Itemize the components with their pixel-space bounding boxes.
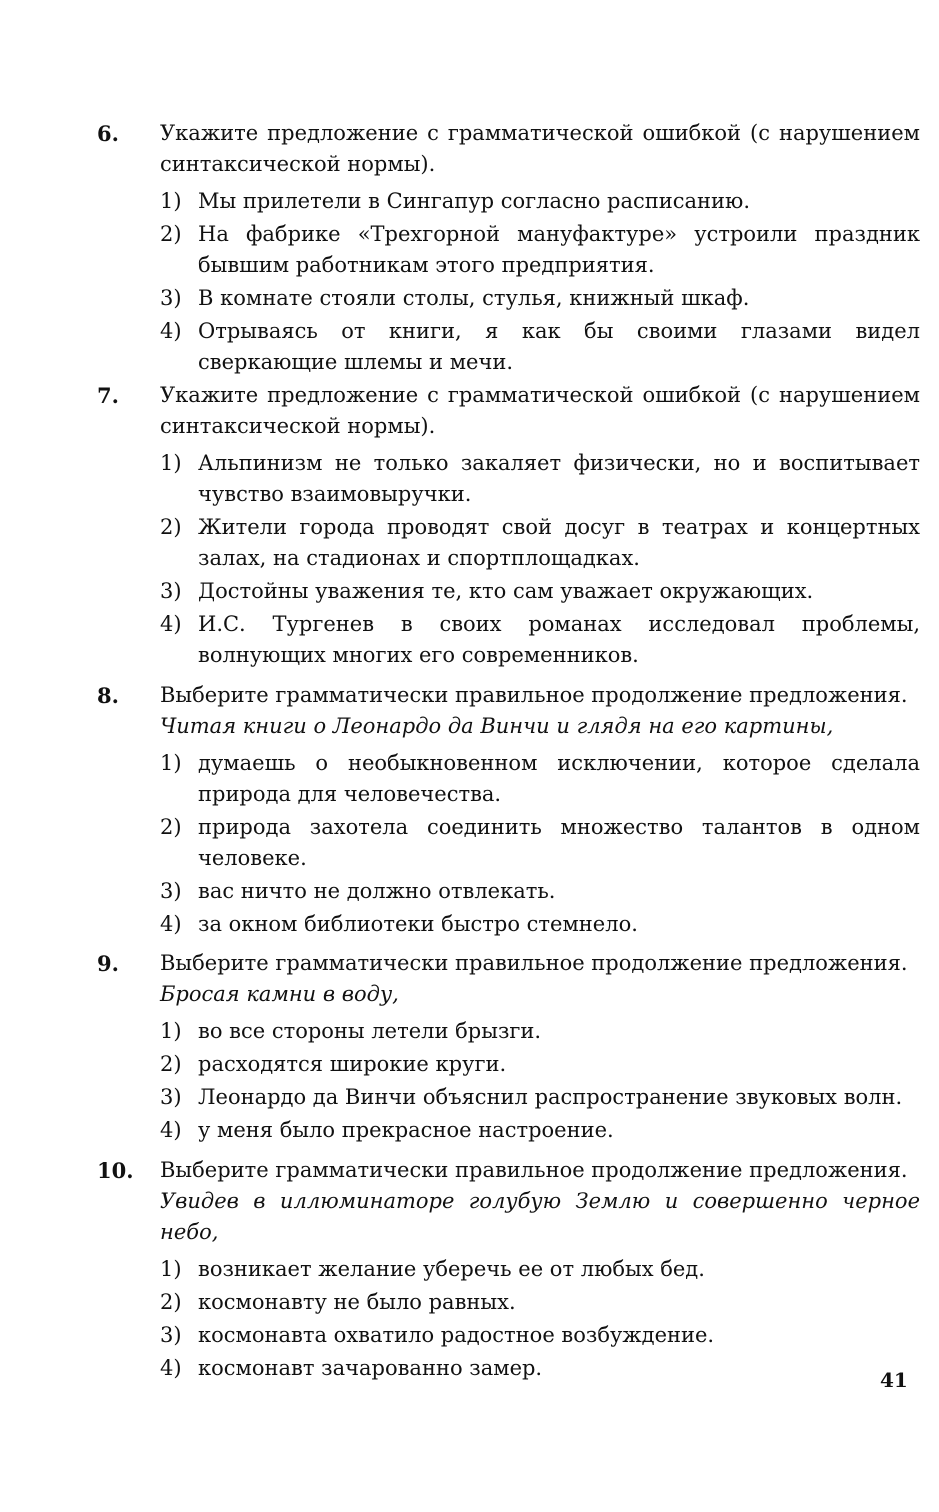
option-text: за окном библиотеки быстро стемнело. xyxy=(198,912,638,936)
task-body xyxy=(160,380,920,673)
options-list xyxy=(160,186,920,378)
option xyxy=(160,812,920,874)
option-text: Леонардо да Винчи объяснил распространение звуковых волн. xyxy=(198,1085,903,1109)
option-number: 2) xyxy=(160,222,182,246)
options-list xyxy=(160,748,920,940)
options-list xyxy=(160,448,920,671)
option-text: у меня было прекрасное настроение. xyxy=(198,1118,614,1142)
option-text: природа захотела соединить множество талантов в одном человеке. xyxy=(198,815,920,870)
option xyxy=(160,609,920,671)
option-text: расходятся широкие круги. xyxy=(198,1052,507,1076)
option xyxy=(160,512,920,574)
option-text: На фабрике «Трехгорной мануфактуре» устроили праздник бывшим работникам этого предприятия. xyxy=(198,222,920,277)
sentence-lead: Увидев в иллюминаторе голубую Землю и совершенно черное небо, xyxy=(160,1189,920,1244)
option xyxy=(160,1016,920,1047)
option-text: И.С. Тургенев в своих романах исследовал проблемы, волнующих многих его современников. xyxy=(198,612,920,667)
task-number: 9. xyxy=(97,951,119,976)
option-text: В комнате стояли столы, стулья, книжный шкаф. xyxy=(198,286,750,310)
option-number: 2) xyxy=(160,515,182,539)
option-number: 3) xyxy=(160,1085,182,1109)
option-text: Жители города проводят свой досуг в театрах и концертных залах, на стадионах и спортплощадках. xyxy=(198,515,920,570)
option xyxy=(160,1320,920,1351)
option xyxy=(160,186,920,217)
sentence-lead: Бросая камни в воду, xyxy=(160,982,399,1006)
option-text: Достойны уважения те, кто сам уважает окружающих. xyxy=(198,579,814,603)
page-number: 41 xyxy=(880,1368,908,1392)
option-number: 4) xyxy=(160,612,182,636)
option xyxy=(160,1082,920,1113)
task-number: 6. xyxy=(97,121,119,146)
task-number: 7. xyxy=(97,383,119,408)
option-text: Мы прилетели в Сингапур согласно расписанию. xyxy=(198,189,750,213)
option xyxy=(160,1049,920,1080)
task-number: 8. xyxy=(97,683,119,708)
option xyxy=(160,1353,920,1384)
option xyxy=(160,219,920,281)
option xyxy=(160,316,920,378)
option-number: 3) xyxy=(160,1323,182,1347)
option-text: возникает желание уберечь ее от любых бед. xyxy=(198,1257,705,1281)
option-text: Отрываясь от книги, я как бы своими глазами видел сверкающие шлемы и мечи. xyxy=(198,319,920,374)
task-prompt: Выберите грамматически правильное продолжение предложения. xyxy=(160,951,908,975)
option-number: 2) xyxy=(160,815,182,839)
task-prompt: Выберите грамматически правильное продолжение предложения. xyxy=(160,1158,908,1182)
option-number: 3) xyxy=(160,579,182,603)
option xyxy=(160,909,920,940)
option-number: 1) xyxy=(160,1257,182,1281)
options-list xyxy=(160,1016,920,1146)
option-number: 1) xyxy=(160,189,182,213)
option-number: 4) xyxy=(160,319,182,343)
option-number: 1) xyxy=(160,451,182,475)
option xyxy=(160,576,920,607)
option-number: 1) xyxy=(160,751,182,775)
option-number: 2) xyxy=(160,1290,182,1314)
task-body xyxy=(160,948,920,1148)
task-body xyxy=(160,1155,920,1386)
option-number: 1) xyxy=(160,1019,182,1043)
sentence-lead: Читая книги о Леонардо да Винчи и глядя на его картины, xyxy=(160,714,834,738)
option-number: 2) xyxy=(160,1052,182,1076)
option-text: космонавта охватило радостное возбуждение. xyxy=(198,1323,715,1347)
option-number: 3) xyxy=(160,879,182,903)
option xyxy=(160,1254,920,1285)
task-body xyxy=(160,118,920,380)
option-number: 4) xyxy=(160,1356,182,1380)
options-list xyxy=(160,1254,920,1384)
option-text: во все стороны летели брызги. xyxy=(198,1019,542,1043)
option xyxy=(160,1115,920,1146)
option-text: Альпинизм не только закаляет физически, но и воспитывает чувство взаимовыручки. xyxy=(198,451,920,506)
option-number: 4) xyxy=(160,1118,182,1142)
option-text: космонавту не было равных. xyxy=(198,1290,516,1314)
task-prompt: Выберите грамматически правильное продолжение предложения. xyxy=(160,683,908,707)
option-text: вас ничто не должно отвлекать. xyxy=(198,879,556,903)
option xyxy=(160,876,920,907)
option xyxy=(160,748,920,810)
task-prompt: Укажите предложение с грамматической ошибкой (с нарушением синтаксической нормы). xyxy=(160,383,920,438)
option xyxy=(160,1287,920,1318)
option-number: 4) xyxy=(160,912,182,936)
task-body xyxy=(160,680,920,942)
option xyxy=(160,283,920,314)
option-number: 3) xyxy=(160,286,182,310)
option-text: космонавт зачарованно замер. xyxy=(198,1356,543,1380)
option-text: думаешь о необыкновенном исключении, которое сделала природа для человечества. xyxy=(198,751,920,806)
task-prompt: Укажите предложение с грамматической ошибкой (с нарушением синтаксической нормы). xyxy=(160,121,920,176)
option xyxy=(160,448,920,510)
task-number: 10. xyxy=(97,1158,134,1183)
